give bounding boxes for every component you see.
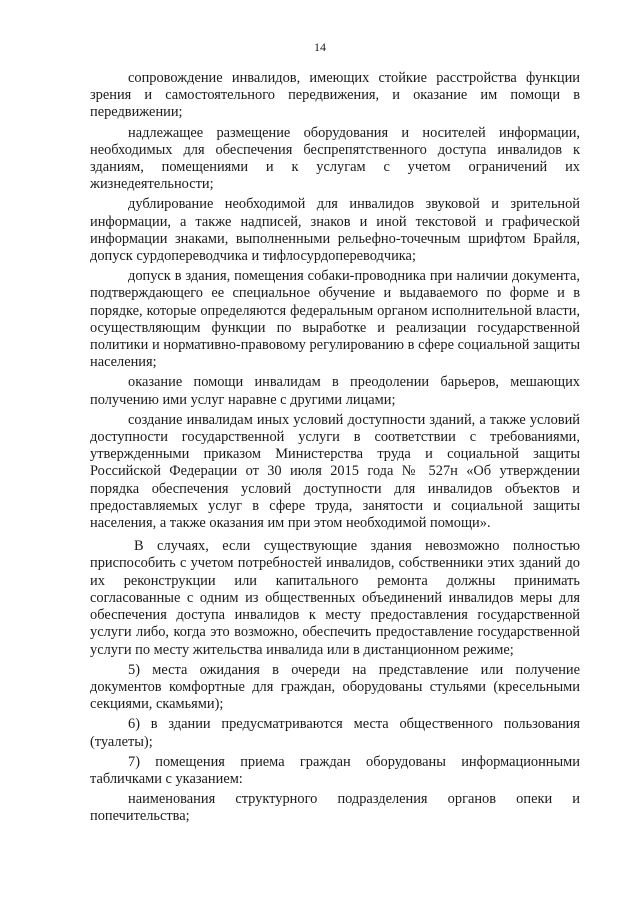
paragraph-equipment-placement: надлежащее размещение оборудования и носителей информации, необходимых для обеспечения беспрепятственного доступа инвалидов к зданиям, помещениями и к услугам с учетом ограничений их жизнедеятельности; xyxy=(90,124,580,193)
document-body xyxy=(90,70,580,826)
paragraph-duplication: дублирование необходимой для инвалидов звуковой и зрительной информации, а также надписей, знаков и иной текстовой и графической информации знаками, выполненными рельефно-точечным шрифтом Брайля, допуск сурдопереводчика и тифлосурдопереводчика; xyxy=(90,196,580,265)
paragraph-info-signs: 7) помещения приема граждан оборудованы информационными табличками с указанием: xyxy=(90,753,580,787)
paragraph-waiting-places: 5) места ожидания в очереди на представление или получение документов комфортные для граждан, оборудованы стульями (кресельными секциями, скамьями); xyxy=(90,661,580,713)
paragraph-escort: сопровождение инвалидов, имеющих стойкие расстройства функции зрения и самостоятельного передвижения, и оказание им помощи в передвижении; xyxy=(90,70,580,121)
paragraph-unit-name: наименования структурного подразделения органов опеки и попечительства; xyxy=(90,791,580,825)
page-number: 14 xyxy=(314,40,326,54)
paragraph-other-conditions: создание инвалидам иных условий доступности зданий, а также условий доступности государственной услуги в соответствии с требованиями, утвержденными приказом Министерства труда и социальной защиты Российской Федерации от 30 июля 2015 года № 527н «Об утверждении порядка обеспечения условий доступности для инвалидов объектов и предоставляемых услуг в сфере труда, занятости и социальной защиты населения, а также оказания им при этом необходимой помощи». xyxy=(90,411,580,532)
paragraph-guide-dog: допуск в здания, помещения собаки-проводника при наличии документа, подтверждающего ее специальное обучение и выдаваемого по форме и в порядке, которые определяются федеральным органом исполнительной власти, осуществляющим функции по выработке и реализации государственной политики и нормативно-правовому регулированию в сфере социальной защиты населения; xyxy=(90,268,580,371)
paragraph-barrier-help: оказание помощи инвалидам в преодолении барьеров, мешающих получению ими услуг наравне с другими лицами; xyxy=(90,374,580,408)
paragraph-existing-buildings: В случаях, если существующие здания невозможно полностью приспособить с учетом потребностей инвалидов, собственники этих зданий до их реконструкции или капитального ремонта должны принимать согласованные с одним из общественных объединений инвалидов меры для обеспечения доступа инвалидов к месту предоставления государственной услуги либо, когда это возможно, обеспечить предоставление государственной услуги по месту жительства инвалида или в дистанционном режиме; xyxy=(90,538,580,658)
paragraph-public-facilities: 6) в здании предусматриваются места общественного пользования (туалеты); xyxy=(90,716,580,750)
